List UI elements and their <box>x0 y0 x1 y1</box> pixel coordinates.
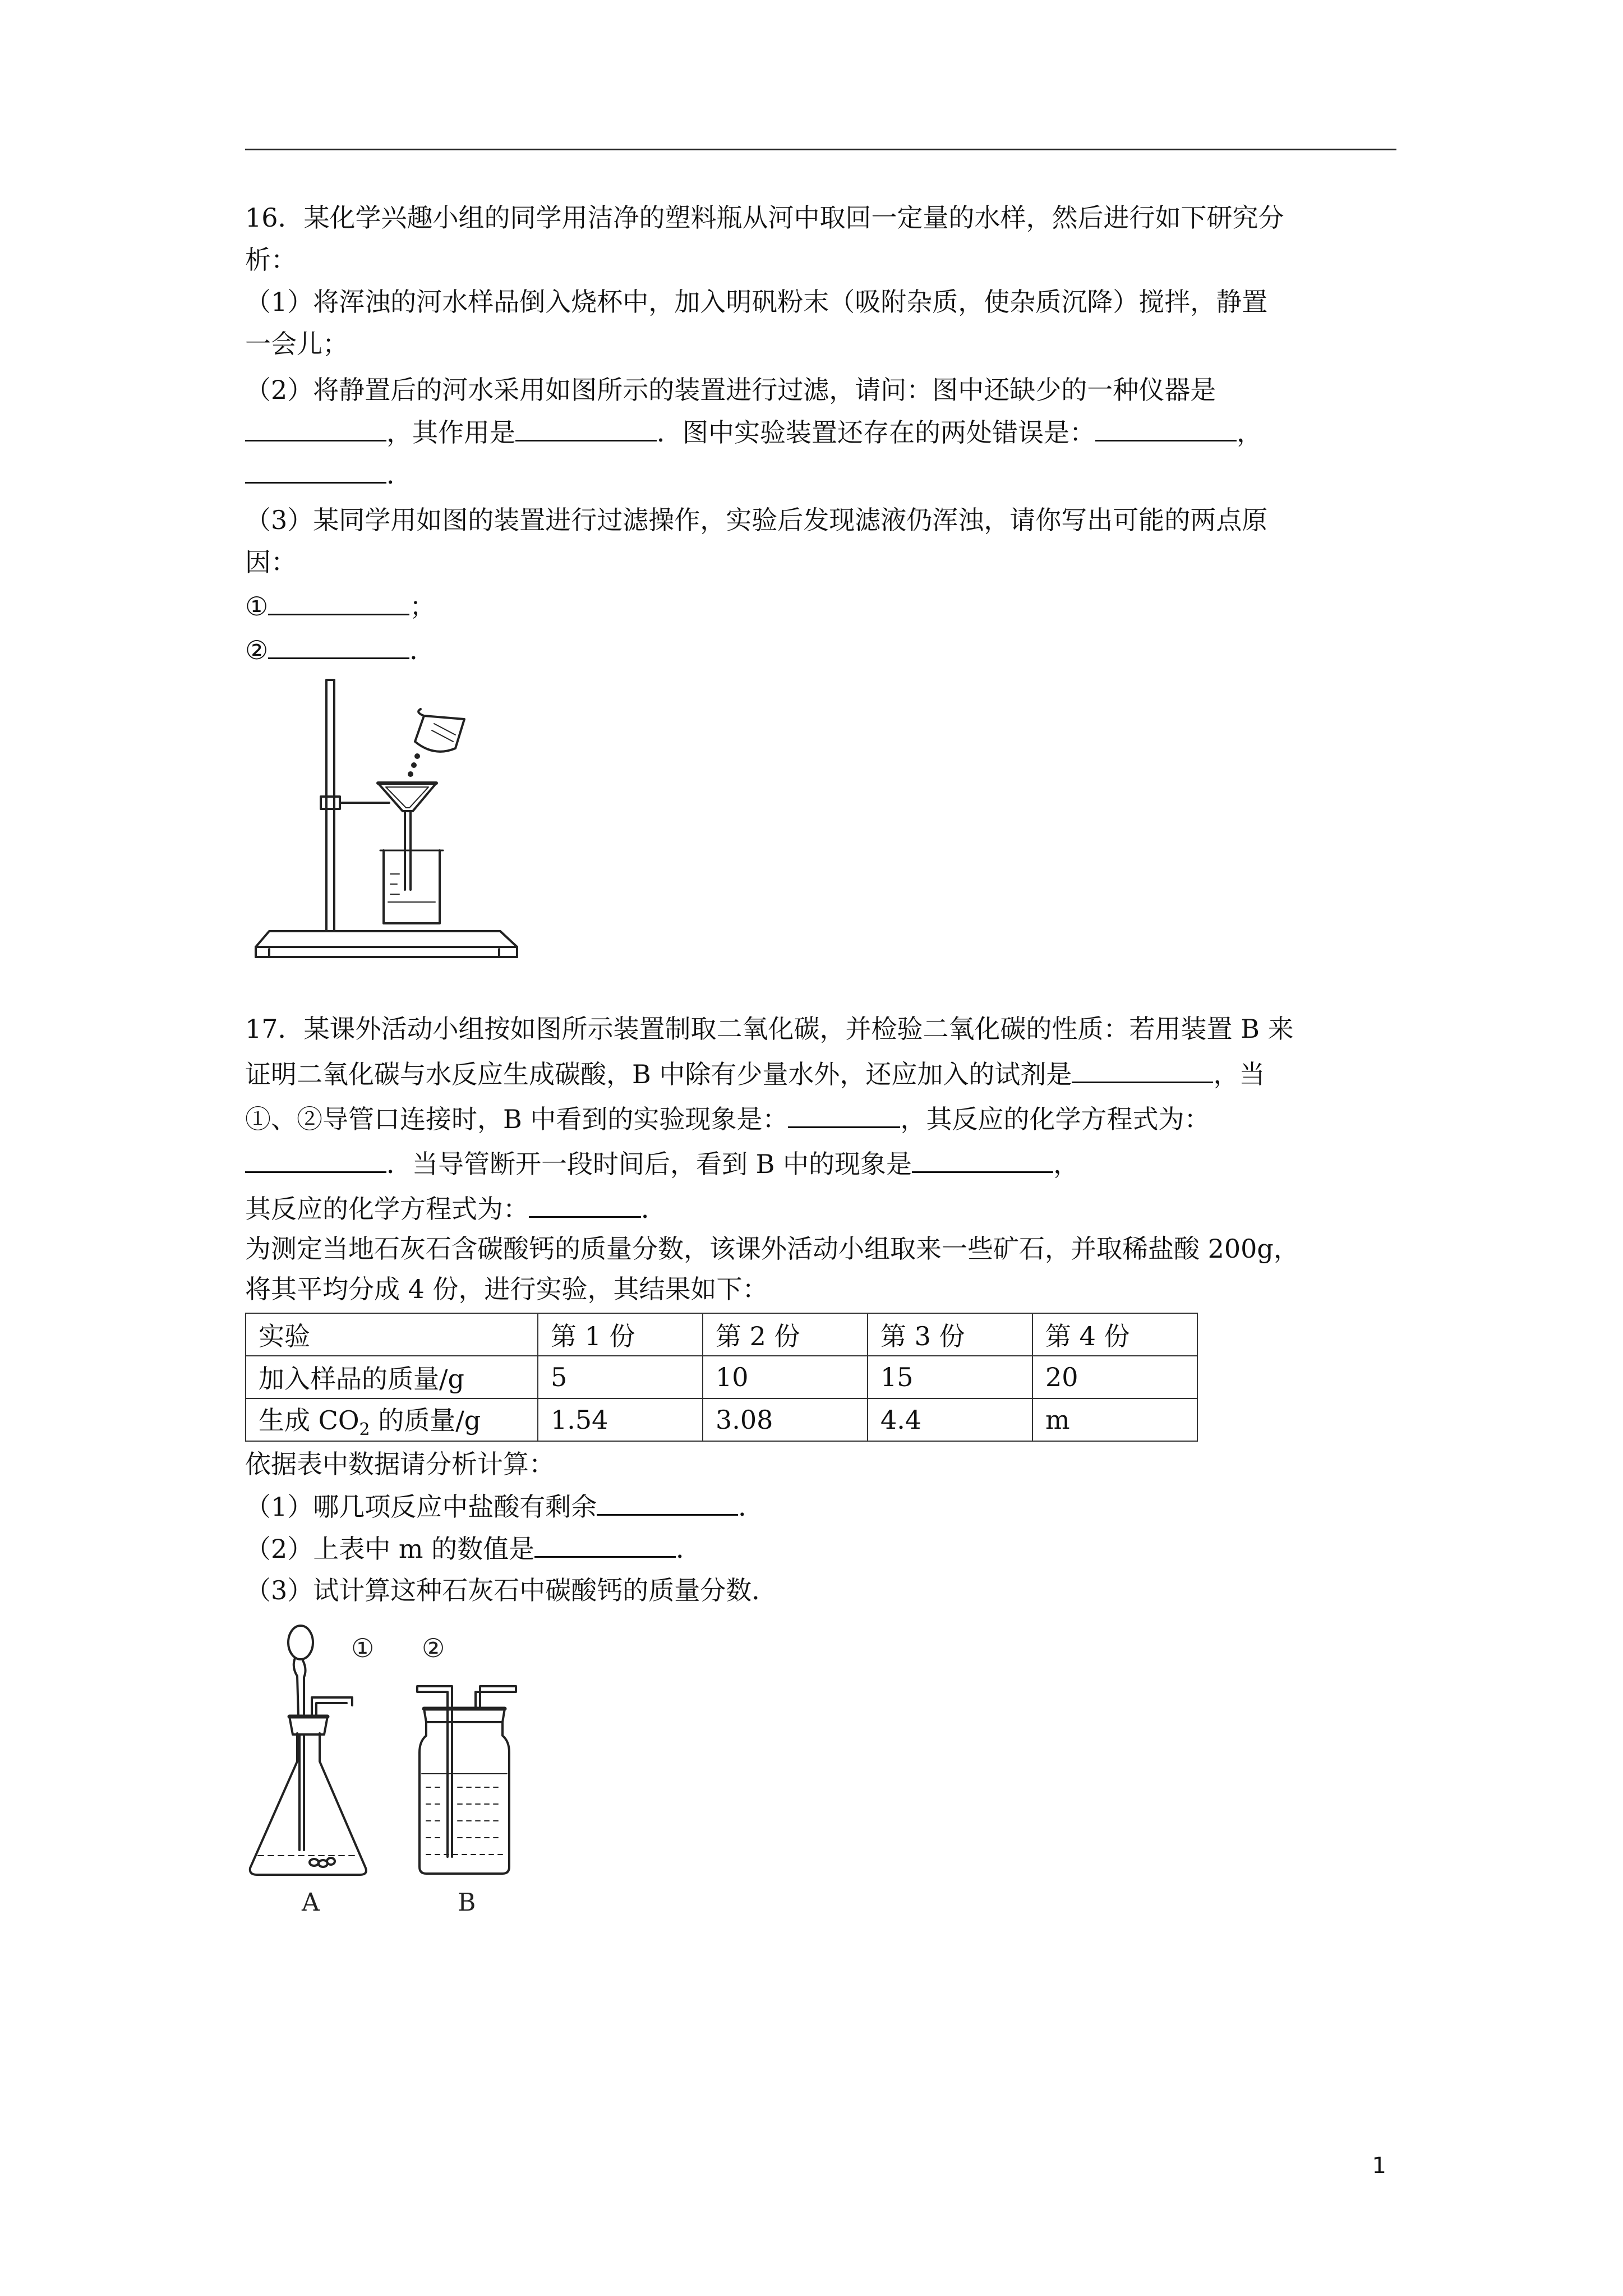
q17-line4: ．当导管断开一段时间后，看到 B 中的现象是 ， <box>245 1147 1079 1181</box>
q17-line1: 17．某课外活动小组按如图所示装置制取二氧化碳，并检验二氧化碳的性质：若用装置 B 来 <box>245 1014 1294 1044</box>
table-cell: 15 <box>868 1356 1032 1398</box>
q17-sub1: （1）哪几项反应中盐酸有剩余 ． <box>245 1489 764 1524</box>
table-cell: 第 3 份 <box>868 1313 1032 1356</box>
q17-line7: 将其平均分成 4 份，进行实验，其结果如下： <box>245 1274 768 1304</box>
table-row <box>246 1398 1197 1441</box>
filtration-apparatus-figure <box>247 672 527 964</box>
table-cell: 20 <box>1032 1356 1197 1398</box>
table-cell: 10 <box>703 1356 868 1398</box>
answer-blank[interactable] <box>268 633 409 659</box>
q17-line6: 为测定当地石灰石含碳酸钙的质量分数，该课外活动小组取来一些矿石，并取稀盐酸 200g， <box>245 1234 1299 1264</box>
table-cell: 4.4 <box>868 1398 1032 1441</box>
q16-title-line2: 析： <box>245 245 297 275</box>
answer-blank[interactable] <box>912 1147 1053 1173</box>
table-row <box>246 1313 1197 1356</box>
answer-blank[interactable] <box>245 1147 386 1173</box>
answer-blank[interactable] <box>1072 1057 1213 1083</box>
answer-blank[interactable] <box>245 415 386 441</box>
answer-blank[interactable] <box>245 457 386 484</box>
tube-mark-2: ② <box>422 1633 445 1663</box>
q16-part1-line2: 一会儿； <box>245 329 348 359</box>
answer-blank[interactable] <box>534 1531 676 1558</box>
q16-part2-line3: ． <box>245 457 412 491</box>
header-rule <box>245 149 1396 150</box>
table-cell: 生成 $CO_2$ 的质量/g <box>246 1398 538 1441</box>
q16-part3-line2: 因： <box>245 547 297 577</box>
q17-sub3: （3）试计算这种石灰石中碳酸钙的质量分数． <box>245 1575 778 1605</box>
apparatus-label-b: B <box>458 1888 476 1917</box>
q17-line5: 其反应的化学方程式为： ． <box>245 1191 667 1226</box>
q16-part2-line2: ，其作用是 ．图中实验装置还存在的两处错误是： ， <box>245 415 1262 449</box>
table-row <box>246 1356 1197 1398</box>
results-table <box>245 1313 1198 1442</box>
q17-sub2: （2）上表中 m 的数值是 ． <box>245 1531 702 1566</box>
q16-item2: ② ． <box>245 633 435 667</box>
q17-line2: 证明二氧化碳与水反应生成碳酸，B 中除有少量水外，还应加入的试剂是 ，当 <box>245 1057 1265 1091</box>
table-cell: 实验 <box>246 1313 538 1356</box>
table-cell: 第 2 份 <box>703 1313 868 1356</box>
table-cell: 1.54 <box>538 1398 703 1441</box>
answer-blank[interactable] <box>529 1191 641 1218</box>
q17-analysis-intro: 依据表中数据请分析计算： <box>245 1449 555 1479</box>
answer-blank[interactable] <box>788 1102 900 1128</box>
page-number: 1 <box>1372 2153 1386 2179</box>
q16-title-line1: 16．某化学兴趣小组的同学用洁净的塑料瓶从河中取回一定量的水样，然后进行如下研究分 <box>245 203 1284 233</box>
answer-blank[interactable] <box>268 589 409 615</box>
tube-mark-1: ① <box>351 1633 375 1663</box>
q16-part1-line1: （1）将浑浊的河水样品倒入烧杯中，加入明矾粉末（吸附杂质，使杂质沉降）搅拌，静置 <box>245 287 1268 317</box>
answer-blank[interactable] <box>1095 415 1237 441</box>
q16-item1: ① ； <box>245 589 435 623</box>
co2-apparatus-figure <box>241 1616 555 1918</box>
table-cell: 第 4 份 <box>1032 1313 1197 1356</box>
answer-blank[interactable] <box>597 1489 738 1516</box>
q16-part2-line1: （2）将静置后的河水采用如图所示的装置进行过滤，请问：图中还缺少的一种仪器是 <box>245 375 1216 405</box>
table-cell: 3.08 <box>703 1398 868 1441</box>
table-cell: 加入样品的质量/g <box>246 1356 538 1398</box>
table-cell: 5 <box>538 1356 703 1398</box>
q16-part3-line1: （3）某同学用如图的装置进行过滤操作，实验后发现滤液仍浑浊，请你写出可能的两点原 <box>245 505 1268 535</box>
table-cell: 第 1 份 <box>538 1313 703 1356</box>
apparatus-label-a: A <box>302 1888 320 1917</box>
answer-blank[interactable] <box>515 415 657 441</box>
q17-line3: ①、②导管口连接时，B 中看到的实验现象是： ，其反应的化学方程式为： <box>245 1102 1210 1136</box>
table-cell: m <box>1032 1398 1197 1441</box>
